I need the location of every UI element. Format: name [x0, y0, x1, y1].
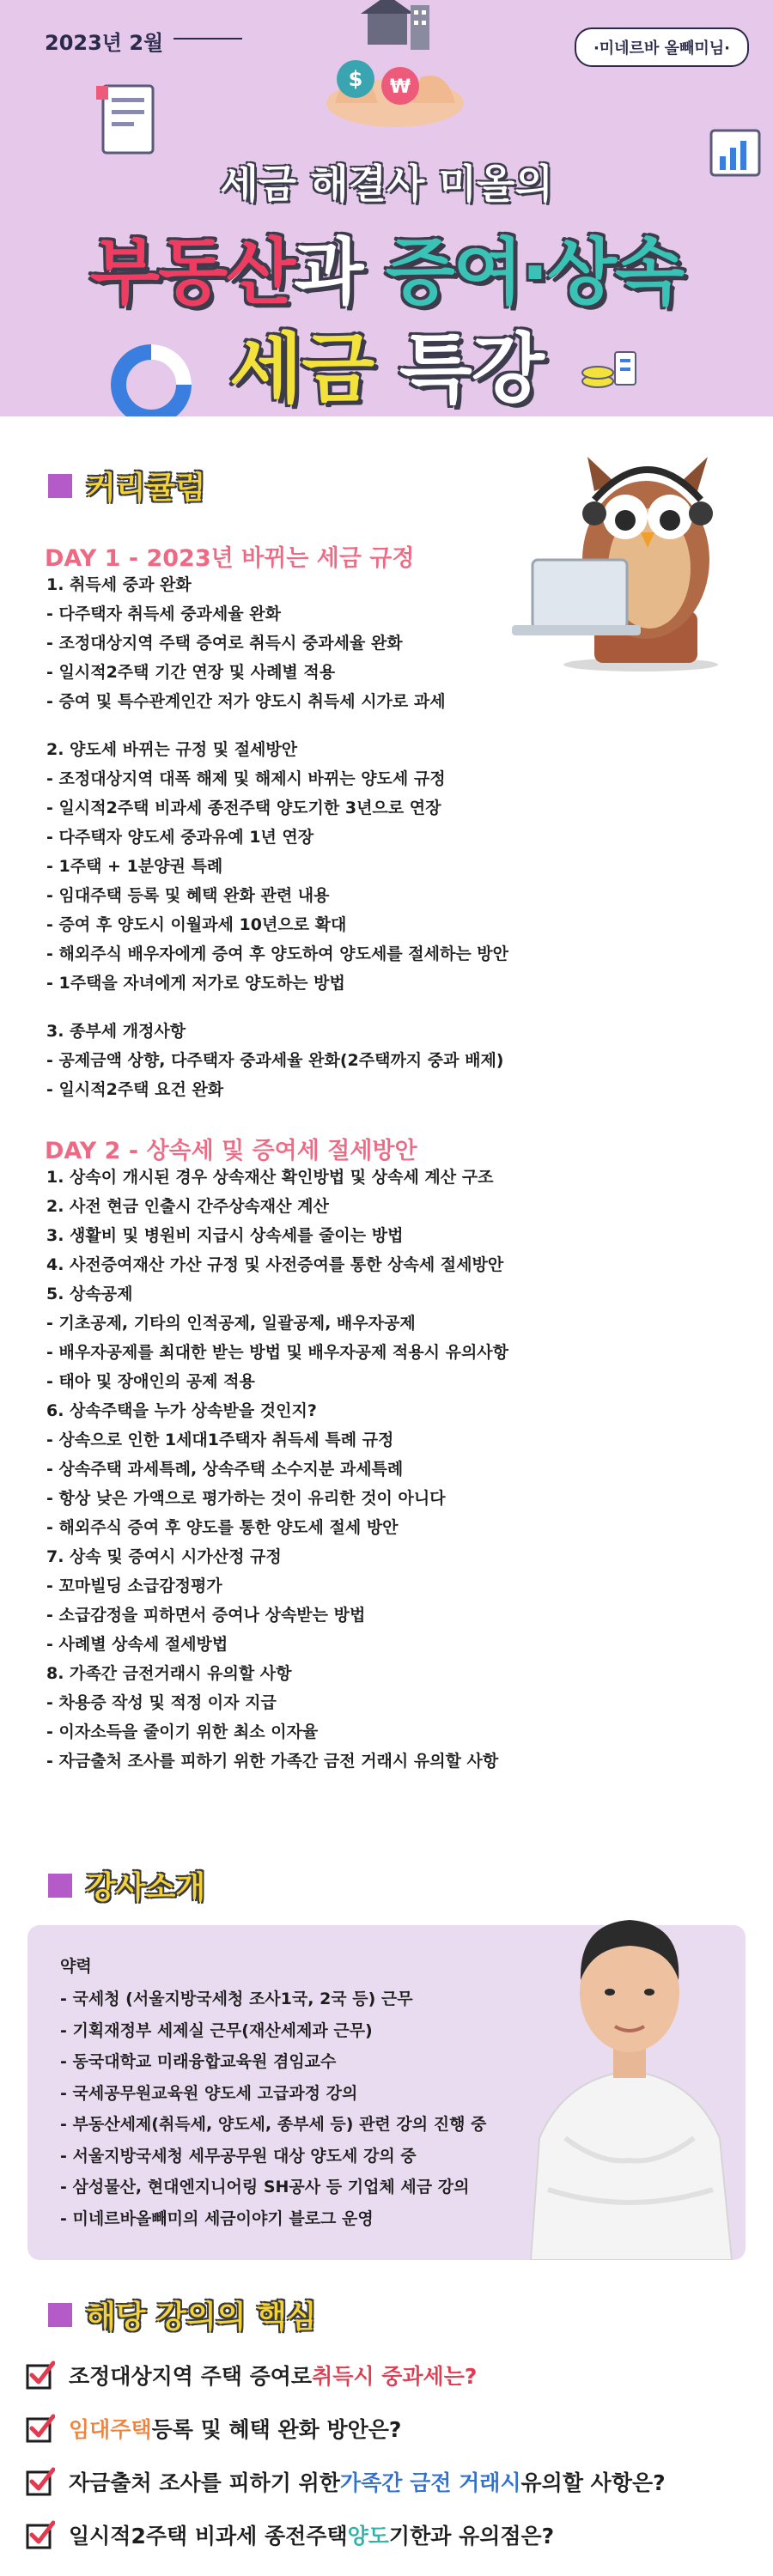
point-text: 일시적2주택 비과세 종전주택 [69, 2524, 348, 2549]
checkbox-check-icon [26, 2360, 55, 2390]
hero-banner [0, 0, 773, 416]
list-item: - 부동산세제(취득세, 양도세, 종부세 등) 관련 강의 진행 중 [60, 2115, 487, 2134]
list-item: - 공제금액 상향, 다주택자 중과세율 완화(2주택까지 중과 배제) [46, 1051, 504, 1070]
list-item: 8. 가족간 금전거래시 유의할 사항 [46, 1664, 292, 1683]
list-item: - 다주택자 취득세 중과세율 완화 [46, 605, 281, 623]
instructor-title: 강사소개 [86, 1870, 206, 1905]
checkbox-check-icon [26, 2520, 55, 2549]
instructor-photo [514, 1880, 746, 2260]
list-spacer [46, 716, 751, 735]
curriculum-heading [48, 464, 205, 507]
list-item: - 국세공무원교육원 양도세 고급과정 강의 [60, 2083, 358, 2103]
core-points-list [26, 2348, 666, 2561]
list-item: - 기획재정부 세제실 근무(재산세제과 근무) [60, 2020, 373, 2040]
hero-title-word-and: 과 [294, 230, 386, 314]
point-text: 기한과 유의점은? [388, 2524, 555, 2549]
list-item: - 삼성물산, 현대엔지니어링 SH공사 등 기업체 세금 강의 [60, 2178, 470, 2196]
list-item: - 해외주식 배우자에게 증여 후 양도하여 양도세를 절세하는 방안 [46, 945, 509, 963]
list-item: - 임대주택 등록 및 혜택 완화 관련 내용 [46, 886, 330, 905]
list-item: 1. 취득세 중과 완화 [46, 575, 192, 594]
hero-title-word-realestate: 부동산 [89, 230, 295, 314]
list-item: - 동국대학교 미래융합교육원 겸임교수 [60, 2052, 337, 2071]
list-item: - 조정대상지역 대폭 해제 및 해제시 바뀌는 양도세 규정 [46, 769, 446, 788]
list-item: 5. 상속공제 [46, 1285, 133, 1303]
checkbox-check-icon [26, 2467, 55, 2496]
point-highlight: 취득시 중과세는? [312, 2364, 478, 2389]
list-item: - 꼬마빌딩 소급감정평가 [46, 1577, 222, 1595]
point-text: 조정대상지역 주택 증여로 [69, 2364, 313, 2389]
list-item: - 1주택을 자녀에게 저가로 양도하는 방법 [46, 974, 345, 993]
list-item: - 다주택자 양도세 중과유예 1년 연장 [46, 828, 314, 847]
list-item: 1. 상속이 개시된 경우 상속재산 확인방법 및 상속세 계산 구조 [46, 1168, 494, 1187]
list-item: 2. 양도세 바뀌는 규정 및 절세방안 [46, 740, 298, 759]
section-marker [48, 2303, 72, 2327]
curriculum-title: 커리큘럼 [86, 471, 206, 506]
day2-list [46, 1163, 751, 1776]
core-point [26, 2508, 666, 2561]
core-point [26, 2402, 666, 2455]
day1-title: DAY 1 - 2023년 바뀌는 세금 규정 [45, 545, 415, 572]
point-text: 등록 및 혜택 완화 방안은? [151, 2417, 402, 2442]
list-item: - 1주택 + 1분양권 특례 [46, 857, 223, 876]
list-spacer [46, 998, 751, 1017]
list-item: - 기초공제, 기타의 인적공제, 일괄공제, 배우자공제 [46, 1314, 416, 1333]
point-text: 자금출처 조사를 피하기 위한 [69, 2470, 340, 2495]
list-item: - 서울지방국세청 세무공무원 대상 양도세 강의 중 [60, 2146, 417, 2166]
list-item: - 배우자공제를 최대한 받는 방법 및 배우자공제 적용시 유의사항 [46, 1343, 509, 1362]
list-item: 4. 사전증여재산 가산 규정 및 사전증여를 통한 상속세 절세방안 [46, 1255, 504, 1274]
list-item: 3. 종부세 개정사항 [46, 1022, 186, 1041]
list-item: 6. 상속주택을 누가 상속받을 것인지? [46, 1401, 317, 1420]
hero-title-word-tax: 세금 [229, 325, 374, 413]
hero-title-word-inheritance: 증여·상속 [385, 230, 684, 314]
hero-title-word-lecture: 특강 [374, 325, 544, 413]
list-item: - 소급감정을 피하면서 증여나 상속받는 방법 [46, 1606, 366, 1625]
day1-list [46, 570, 751, 1104]
svg-text:₩: ₩ [389, 76, 411, 98]
list-item: - 차용증 작성 및 적정 이자 지급 [46, 1693, 277, 1712]
hero-title-line1 [0, 215, 773, 319]
hero-subtitle: 세금 해결사 미올의 [220, 161, 553, 207]
list-item: - 일시적2주택 기간 연장 및 사례별 적용 [46, 663, 336, 682]
career-label: 약력 [60, 1957, 92, 1976]
core-heading [48, 2293, 317, 2336]
list-item: - 일시적2주택 비과세 종전주택 양도기한 3년으로 연장 [46, 799, 441, 817]
day2-title: DAY 2 - 상속세 및 증여세 절세방안 [45, 1138, 417, 1164]
document-icon [96, 81, 168, 163]
list-item: 3. 생활비 및 병원비 지급시 상속세를 줄이는 방법 [46, 1226, 404, 1245]
list-item: - 상속주택 과세특례, 상속주택 소수지분 과세특례 [46, 1460, 404, 1479]
core-point [26, 2348, 666, 2402]
list-item: - 증여 후 양도시 이월과세 10년으로 확대 [46, 915, 347, 934]
section-marker [48, 1874, 72, 1898]
point-highlight: 양도 [347, 2524, 389, 2549]
list-item: 2. 사전 현금 인출시 간주상속재산 계산 [46, 1197, 329, 1216]
list-item: - 상속으로 인한 1세대1주택자 취득세 특례 규정 [46, 1431, 394, 1449]
list-item: - 미네르바올빼미의 세금이야기 블로그 운영 [60, 2208, 374, 2228]
hero-title-line2 [0, 309, 773, 416]
section-marker [48, 474, 72, 498]
svg-text:$: $ [348, 67, 363, 91]
list-item: - 이자소득을 줄이기 위한 최소 이자율 [46, 1722, 319, 1741]
instructor-heading [48, 1863, 205, 1907]
list-item: - 자금출처 조사를 피하기 위한 가족간 금전 거래시 유의할 사항 [46, 1752, 499, 1771]
core-point [26, 2455, 666, 2508]
list-item: - 증여 및 특수관계인간 저가 양도시 취득세 시가로 과세 [46, 692, 446, 711]
list-item: - 해외주식 증여 후 양도를 통한 양도세 절세 방안 [46, 1518, 399, 1537]
list-item: - 태아 및 장애인의 공제 적용 [46, 1372, 255, 1391]
point-highlight: 임대주택 [69, 2417, 152, 2442]
author-badge: ·미네르바 올빼미님· [575, 27, 749, 67]
list-item: - 국세청 (서울지방국세청 조사1국, 2국 등) 근무 [60, 1990, 413, 2008]
core-title: 해당 강의의 핵심 [86, 2300, 317, 2335]
list-item: - 사례별 상속세 절세방법 [46, 1635, 228, 1654]
list-item: - 항상 낮은 가액으로 평가하는 것이 유리한 것이 아니다 [46, 1489, 446, 1508]
list-item: - 조정대상지역 주택 증여로 취득시 중과세율 완화 [46, 634, 403, 653]
list-item: 7. 상속 및 증여시 시가산정 규정 [46, 1547, 282, 1566]
house-coins-illustration [301, 0, 490, 129]
point-highlight: 가족간 금전 거래시 [339, 2470, 521, 2495]
point-text: 유의할 사항은? [520, 2470, 666, 2495]
list-item: - 일시적2주택 요건 완화 [46, 1080, 224, 1099]
career-list [60, 1984, 486, 2234]
checkbox-check-icon [26, 2414, 55, 2443]
hero-date: 2023년 2월 [45, 26, 163, 56]
